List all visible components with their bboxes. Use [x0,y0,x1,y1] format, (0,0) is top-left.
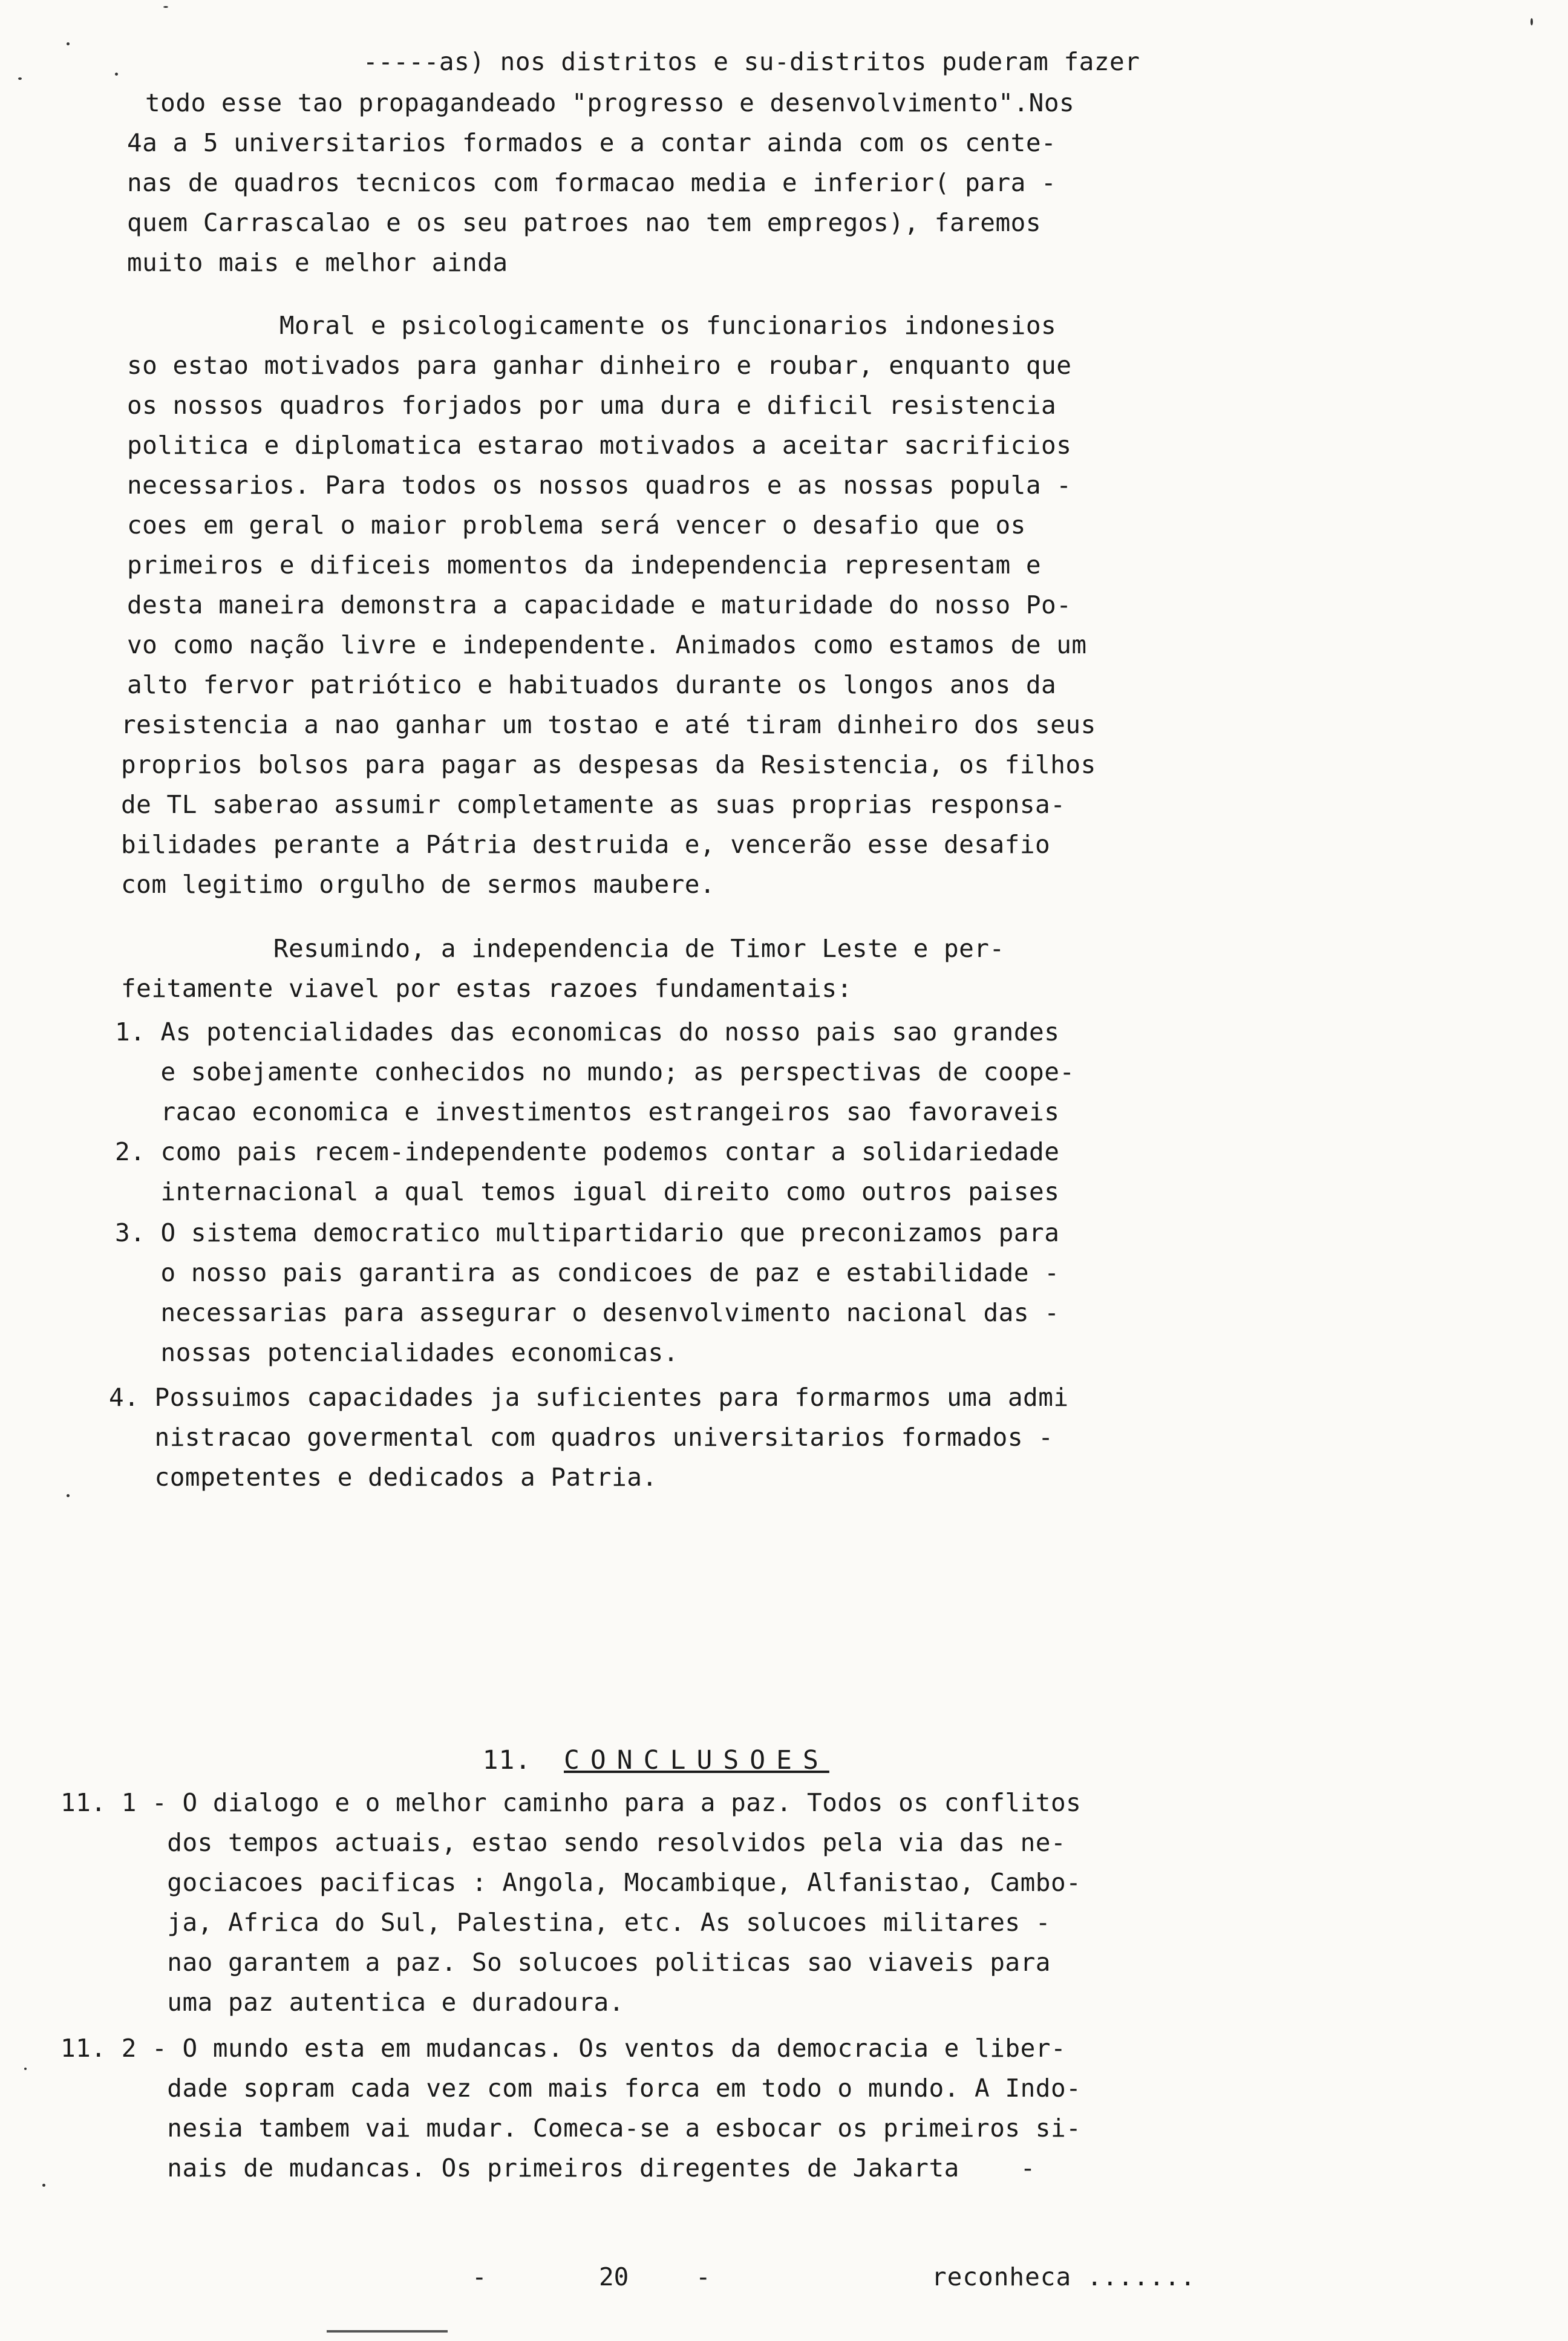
list-item: o nosso pais garantira as condicoes de paz e estabilidade - [115,1258,1060,1287]
text-line: nas de quadros tecnicos com formacao media e inferior( para - [127,168,1057,197]
catchword: reconheca ....... [932,2262,1196,2291]
conclusion-line: dade sopram cada vez com mais forca em todo o mundo. A Indo- [60,2074,1082,2103]
conclusion-line: dos tempos actuais, estao sendo resolvidos pela via das ne- [60,1828,1067,1857]
conclusion-line: nesia tambem vai mudar. Comeca-se a esbocar os primeiros si- [60,2114,1082,2143]
list-item: nossas potencialidades economicas. [115,1338,679,1367]
scan-speck [18,77,22,80]
scan-speck [163,6,168,8]
list-item: 3. O sistema democratico multipartidario que preconizamos para [115,1218,1060,1247]
text-line: vo como nação livre e independente. Animados como estamos de um [127,630,1087,659]
text-line: muito mais e melhor ainda [127,248,508,277]
text-line: necessarios. Para todos os nossos quadros e as nossas popula - [127,471,1072,500]
text-line: os nossos quadros forjados por uma dura e dificil resistencia [127,391,1057,420]
text-line: resistencia a nao ganhar um tostao e até tiram dinheiro dos seus [121,710,1096,739]
text-line: feitamente viavel por estas razoes fundamentais: [121,974,852,1003]
list-item: internacional a qual temos igual direito como outros paises [115,1177,1060,1206]
text-line: primeiros e dificeis momentos da independencia representam e [127,550,1042,580]
text-line: so estao motivados para ganhar dinheiro e roubar, enquanto que [127,351,1072,380]
conclusion-line: nao garantem a paz. So solucoes politicas sao viaveis para [60,1948,1051,1977]
scan-speck [67,42,70,45]
text-line: proprios bolsos para pagar as despesas da Resistencia, os filhos [121,750,1096,779]
text-line: coes em geral o maior problema será vencer o desafio que os [127,511,1026,540]
scan-speck [42,2184,45,2187]
page-number: 20 [599,2262,629,2291]
text-line: desta maneira demonstra a capacidade e maturidade do nosso Po- [127,590,1072,619]
text-line: de TL saberao assumir completamente as suas proprias responsa- [121,790,1066,819]
footer-dash: - [472,2262,487,2291]
conclusion-line: 11. 1 - O dialogo e o melhor caminho para a paz. Todos os conflitos [60,1788,1082,1817]
text-line: -----as) nos distritos e su-distritos puderam fazer [363,47,1140,76]
text-line: Moral e psicologicamente os funcionarios indonesios [127,311,1057,340]
heading-title: CONCLUSOES [564,1745,829,1775]
list-item: 2. como pais recem-independente podemos contar a solidariedade [115,1137,1060,1166]
text-line: com legitimo orgulho de sermos maubere. [121,870,716,899]
list-item: necessarias para assegurar o desenvolvimento nacional das - [115,1298,1060,1327]
list-item: competentes e dedicados a Patria. [109,1463,658,1492]
conclusion-line: 11. 2 - O mundo esta em mudancas. Os ventos da democracia e liber- [60,2034,1067,2063]
conclusion-line: gociacoes pacificas : Angola, Mocambique, Alfanistao, Cambo- [60,1868,1082,1897]
text-line: alto fervor patriótico e habituados durante os longos anos da [127,670,1057,699]
list-item: 4. Possuimos capacidades ja suficientes para formarmos uma admi [109,1383,1069,1412]
text-line: bilidades perante a Pátria destruida e, vencerão esse desafio [121,830,1051,859]
conclusion-line: nais de mudancas. Os primeiros diregentes de Jakarta - [60,2153,1036,2183]
scan-speck [67,1494,70,1497]
scan-speck [115,73,118,76]
scan-speck [24,2068,27,2070]
scan-speck [1530,18,1533,25]
text-line: todo esse tao propagandeado "progresso e desenvolvimento".Nos [145,88,1075,117]
conclusion-line: ja, Africa do Sul, Palestina, etc. As solucoes militares - [60,1908,1051,1937]
text-line: politica e diplomatica estarao motivados a aceitar sacrificios [127,431,1072,460]
text-line: Resumindo, a independencia de Timor Leste e per- [121,934,1005,963]
heading-number: 11. [482,1745,532,1775]
list-item: 1. As potencialidades das economicas do nosso pais sao grandes [115,1017,1060,1046]
list-item: e sobejamente conhecidos no mundo; as perspectivas de coope- [115,1057,1075,1086]
list-item: racao economica e investimentos estrangeiros sao favoraveis [115,1097,1060,1126]
text-line: 4a a 5 universitarios formados e a contar ainda com os cente- [127,128,1057,157]
text-line: quem Carrascalao e os seu patroes nao tem empregos), faremos [127,208,1042,237]
footer-dash: - [696,2262,711,2291]
conclusion-line: uma paz autentica e duradoura. [60,1988,624,2017]
list-item: nistracao govermental com quadros universitarios formados - [109,1423,1054,1452]
bottom-mark [327,2330,448,2333]
